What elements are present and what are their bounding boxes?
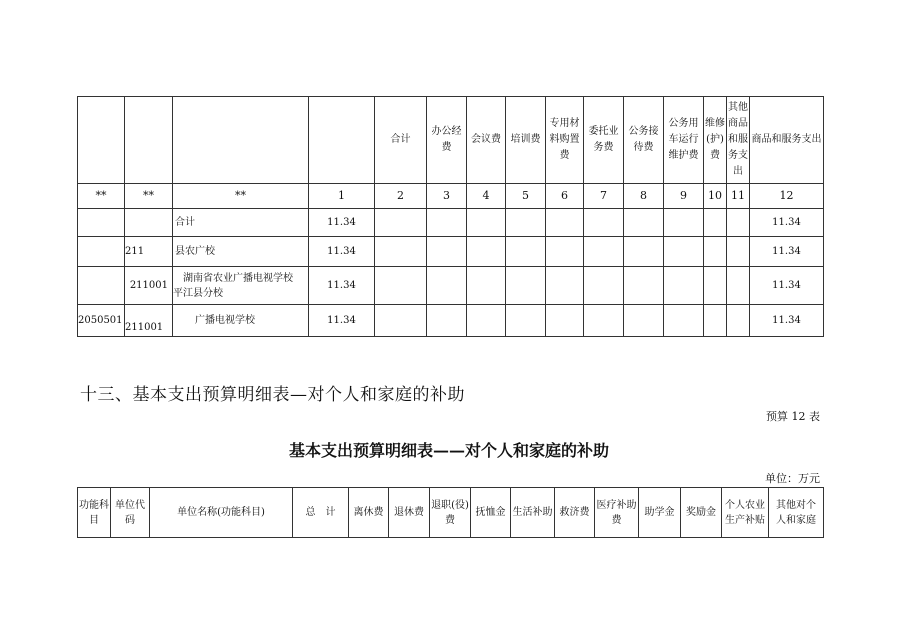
header-cell-blank [173,97,309,184]
header-cell: 公务接 待费 [624,97,664,184]
header-cell: 功能科 目 [78,488,111,538]
header-cell: 退职(役) 费 [430,488,471,538]
unit-code-cell: 211001 [125,305,173,337]
column-number: 8 [624,184,664,209]
header-cell: 个人农业 生产补贴 [722,488,769,538]
goods-services-cell: 11.34 [750,237,824,267]
unit-name-line: 湖南省农业广播电视学校 [183,272,293,284]
unit-name-line: 平江县分校 [173,287,223,299]
header-cell: 抚恤金 [471,488,511,538]
header-cell: 办公经 费 [427,97,467,184]
column-number-row [78,184,824,209]
total-cell: 11.34 [309,267,375,305]
column-number: ** [173,184,309,209]
table-row [78,267,824,305]
table-number: 预算 12 表 [766,410,820,423]
unit-name-cell: 县农广校 [173,237,309,267]
unit-code-cell: 211001 [125,267,173,305]
column-number: 11 [727,184,750,209]
column-number: 9 [664,184,704,209]
header-cell: 委托业 务费 [584,97,624,184]
column-number: 3 [427,184,467,209]
table-row [78,209,824,237]
header-cell: 商品和服务支出 [750,97,824,184]
header-cell: 医疗补助 费 [595,488,639,538]
header-cell: 助学金 [639,488,681,538]
column-number: ** [78,184,125,209]
header-row [78,97,824,184]
unit-code-cell: 211 [125,237,173,267]
header-cell: 其他对个 人和家庭 [769,488,824,538]
total-cell: 11.34 [309,237,375,267]
func-code-cell [78,237,125,267]
column-number: ** [125,184,173,209]
column-number: 1 [309,184,375,209]
column-number: 2 [375,184,427,209]
column-number: 7 [584,184,624,209]
header-cell: 总 计 [293,488,349,538]
func-code-cell [78,209,125,237]
header-cell-blank [125,97,173,184]
header-cell: 单位代 码 [111,488,150,538]
header-cell: 单位名称(功能科目) [150,488,293,538]
header-cell: 公务用 车运行 维护费 [664,97,704,184]
header-cell-blank [309,97,375,184]
total-cell: 11.34 [309,305,375,337]
header-cell: 救济费 [555,488,595,538]
table-title: 基本支出预算明细表——对个人和家庭的补助 [288,441,609,460]
header-cell-blank [78,97,125,184]
unit-code-cell [125,209,173,237]
unit-label: 单位：万元 [765,472,820,485]
header-cell: 退休费 [389,488,430,538]
header-cell: 奖励金 [681,488,722,538]
goods-services-cell: 11.34 [750,209,824,237]
unit-name-cell [173,267,309,305]
total-cell: 11.34 [309,209,375,237]
header-cell: 培训费 [506,97,546,184]
header-cell: 生活补助 [511,488,555,538]
column-number: 4 [467,184,506,209]
header-cell: 会议费 [467,97,506,184]
header-cell: 维修 (护) 费 [704,97,727,184]
header-row [78,488,824,538]
column-number: 12 [750,184,824,209]
unit-name-cell: 广播电视学校 [173,305,309,337]
column-number: 5 [506,184,546,209]
column-number: 10 [704,184,727,209]
unit-name-cell: 合计 [173,209,309,237]
column-number: 6 [546,184,584,209]
header-cell: 离休费 [349,488,389,538]
goods-services-cell: 11.34 [750,267,824,305]
table-row [78,237,824,267]
goods-services-cell: 11.34 [750,305,824,337]
section-heading: 十三、基本支出预算明细表—对个人和家庭的补助 [80,385,465,405]
header-cell: 其他 商品 和服 务支 出 [727,97,750,184]
func-code-cell: 2050501 [78,305,125,337]
goods-services-expenditure-table [77,96,824,337]
func-code-cell [78,267,125,305]
table-row [78,305,824,337]
personal-family-subsidy-table [77,487,824,538]
header-cell: 专用材 料购置 费 [546,97,584,184]
header-cell: 合计 [375,97,427,184]
